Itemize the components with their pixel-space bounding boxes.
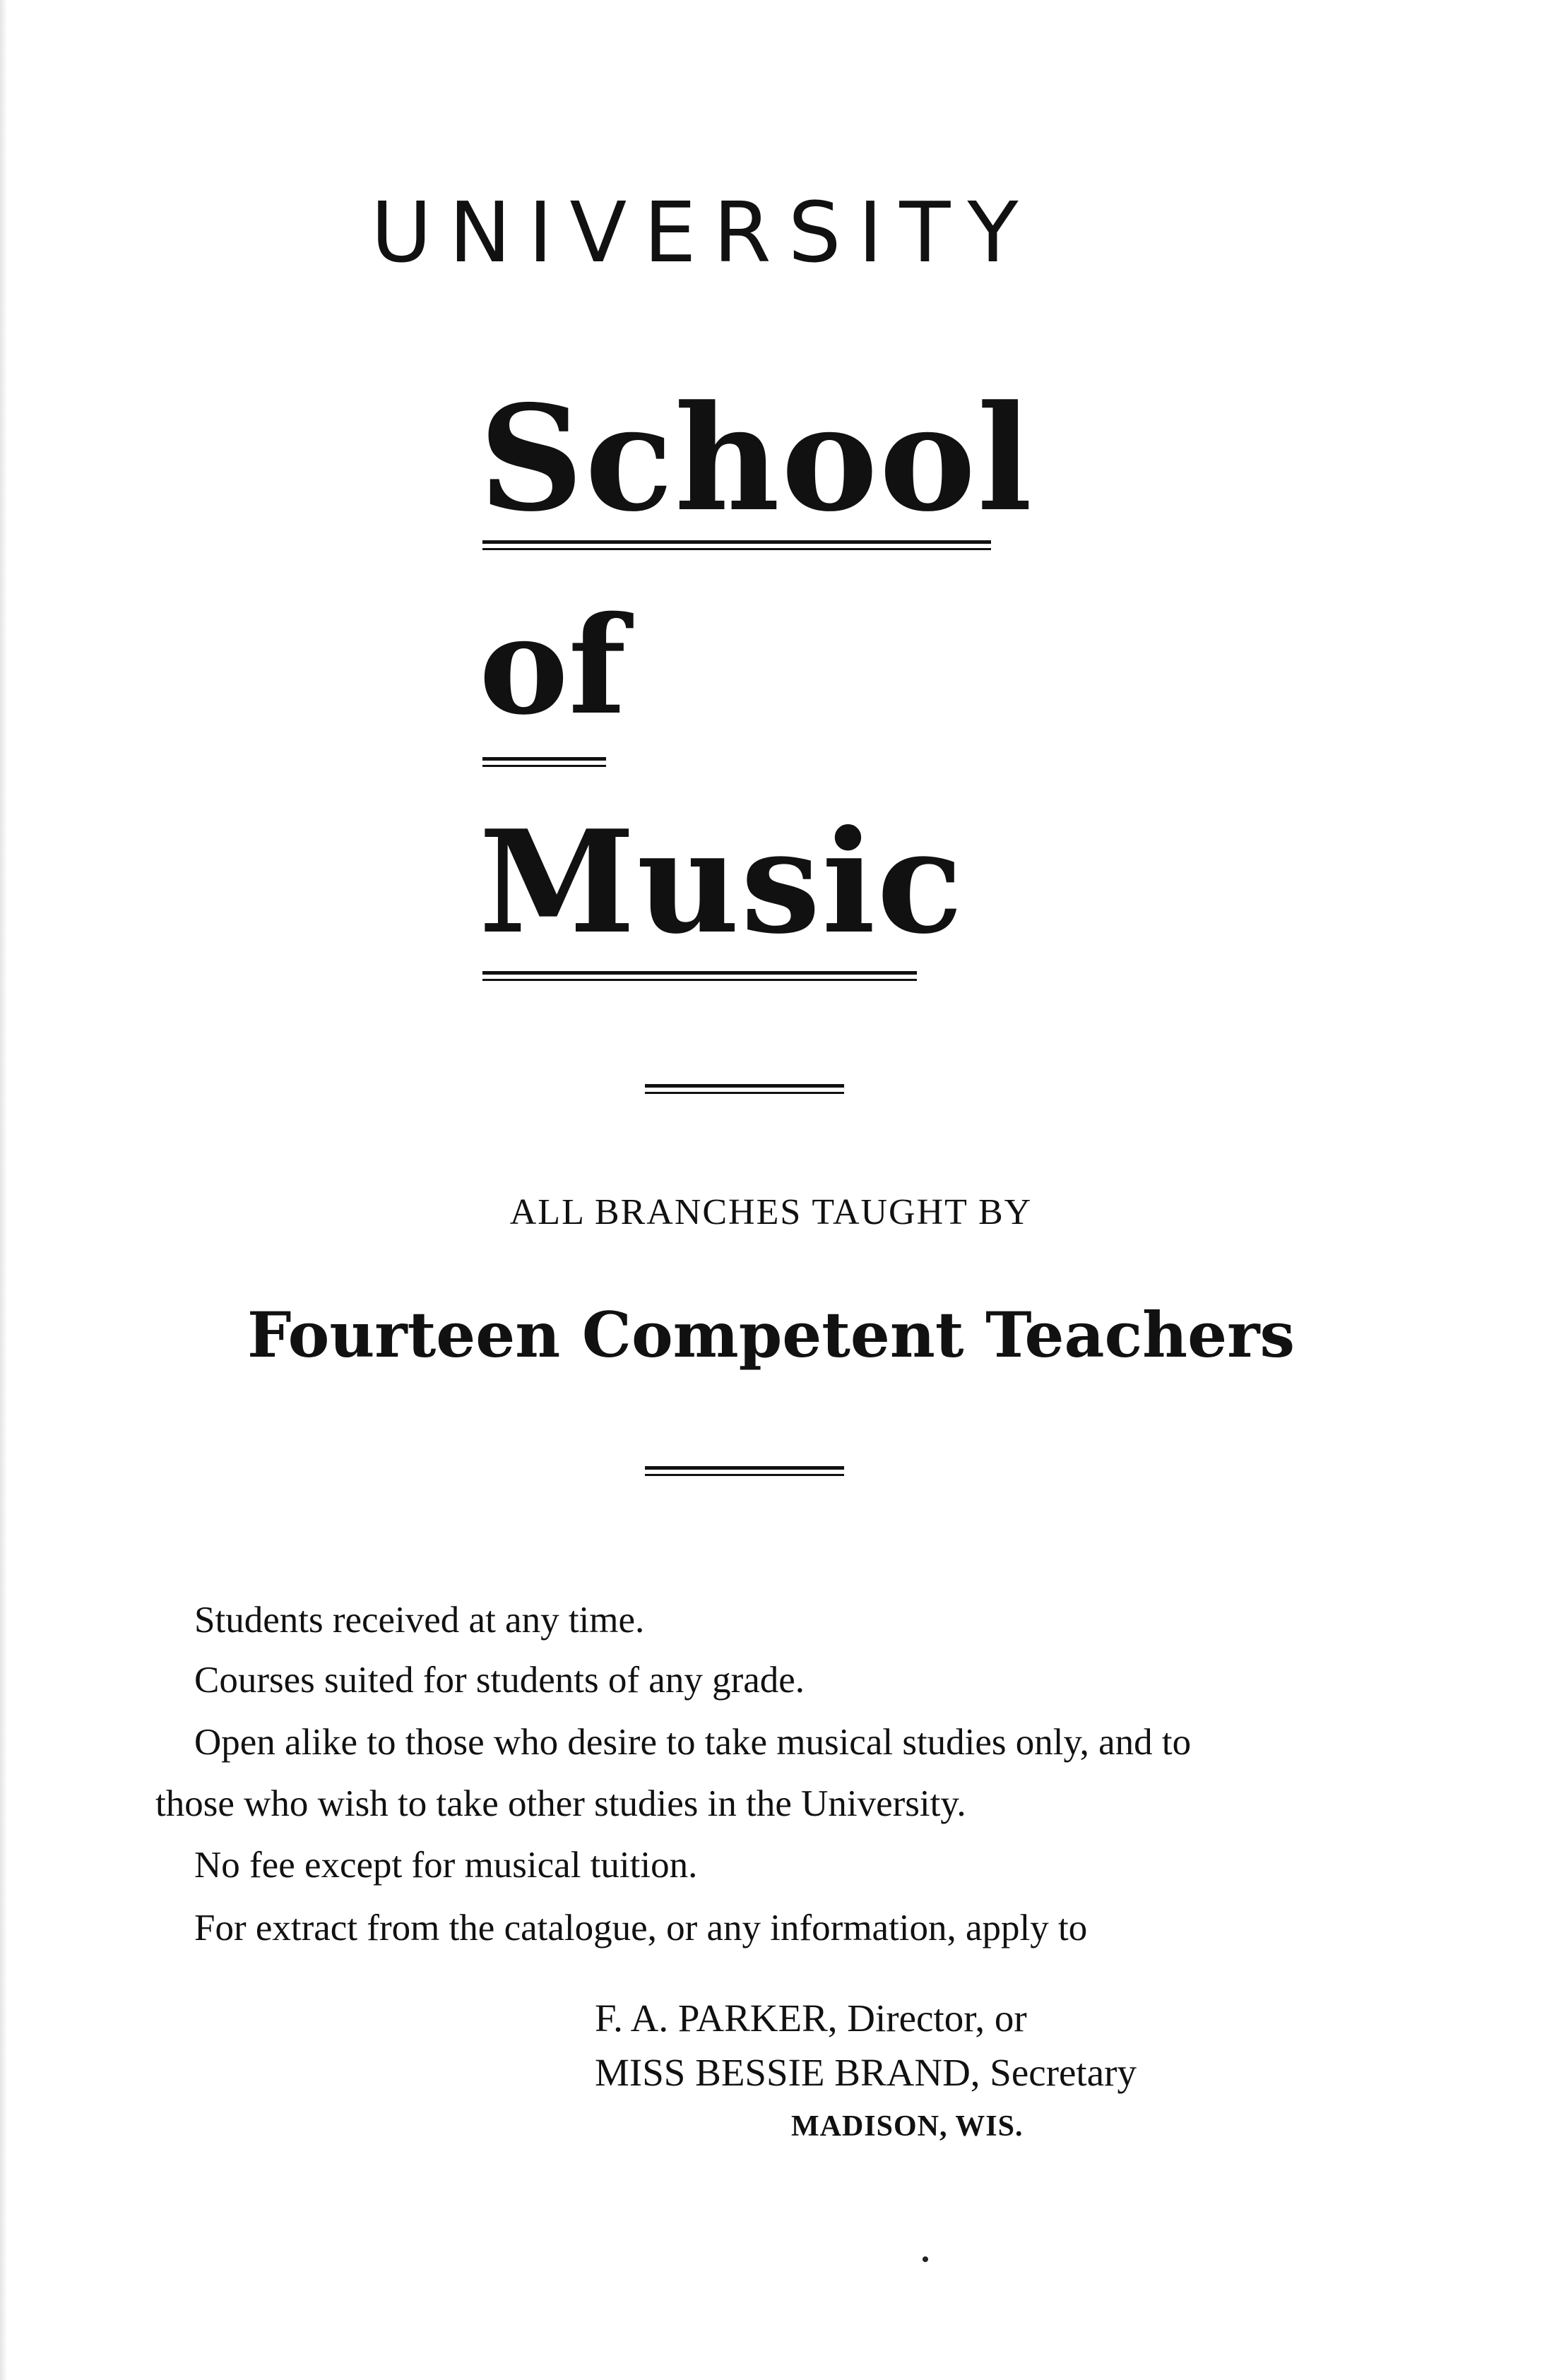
heading-of: of	[479, 587, 627, 744]
rule-under-school	[482, 540, 991, 550]
rule-under-of	[482, 757, 606, 767]
contact-location: MADISON, WIS.	[791, 2110, 1024, 2143]
body-line: Students received at any time.	[194, 1600, 645, 1641]
branches-subheading: ALL BRANCHES TAUGHT BY	[509, 1192, 1033, 1232]
body-line: For extract from the catalogue, or any information, apply to	[194, 1908, 1088, 1948]
body-line: No fee except for musical tuition.	[194, 1845, 698, 1886]
separator-rule-lower	[645, 1466, 844, 1476]
page-binding-edge	[0, 0, 7, 2380]
body-line: Courses suited for students of any grade.	[194, 1660, 805, 1701]
teachers-heading: Fourteen Competent Teachers	[247, 1298, 1295, 1372]
heading-school: School	[479, 374, 1034, 544]
separator-rule-upper	[645, 1084, 844, 1094]
contact-director: F. A. PARKER, Director, or	[595, 1997, 1027, 2040]
body-line: Open alike to those who desire to take musical studies only, and to	[194, 1722, 1192, 1763]
body-line: those who wish to take other studies in the University.	[155, 1783, 966, 1824]
ink-speck	[923, 2256, 928, 2262]
contact-secretary: MISS BESSIE BRAND, Secretary	[595, 2051, 1137, 2094]
rule-under-music	[482, 971, 917, 981]
heading-university: UNIVERSITY	[371, 184, 1036, 281]
heading-music: Music	[479, 799, 965, 965]
